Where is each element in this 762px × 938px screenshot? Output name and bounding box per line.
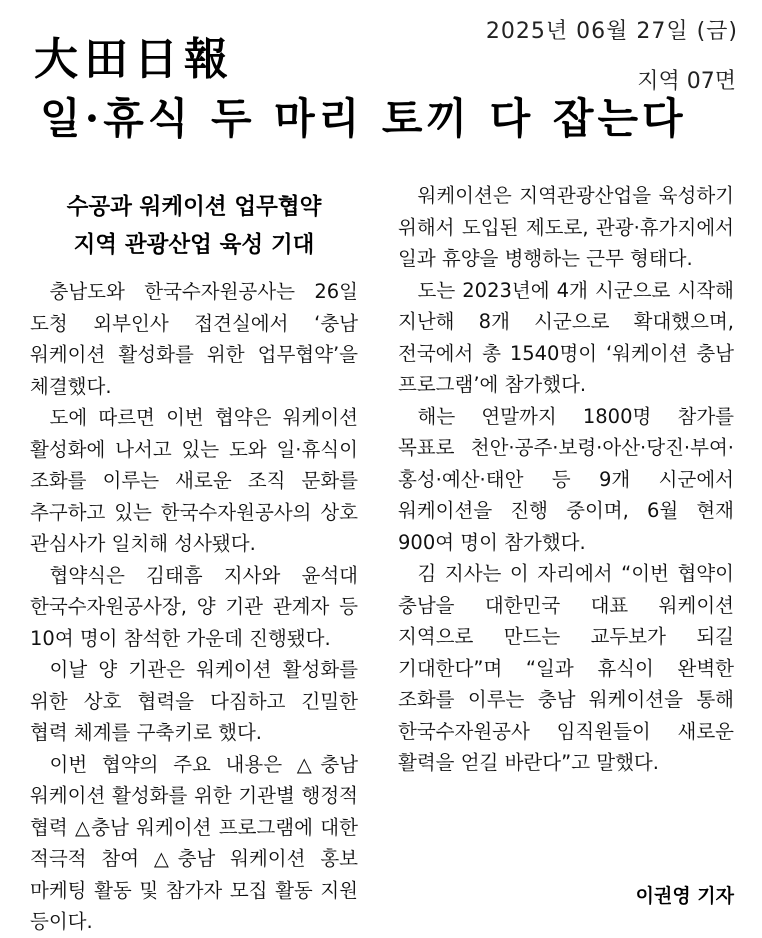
section-page-label: 지역 07면 xyxy=(637,69,736,94)
article-paragraph: 충남도와 한국수자원공사는 26일 도청 외부인사 접견실에서 ‘충남 워케이션 활성화를 위한 업무협약’을 체결했다. xyxy=(30,280,358,398)
issue-date: 2025년 06월 27일 (금) xyxy=(485,19,738,44)
article-paragraph: 이번 협약의 주요 내용은 △충남 워케이션 활성화를 위한 기관별 행정적 협력 △충남 워케이션 프로그램에 대한 적극적 참여 △충남 워케이션 홍보 마케팅 활동 및 참가자 모집 활동 지원 등이다. xyxy=(30,752,358,933)
article-subheadline xyxy=(30,188,358,264)
article-paragraph: 김 지사는 이 자리에서 “이번 협약이 충남을 대한민국 대표 워케이션 지역으로 만드는 교두보가 되길 기대한다”며 “일과 휴식이 완벽한 조화를 이루는 충남 워케이션을 통해 한국수자원공사 임직원들이 새로운 활력을 얻길 바란다”고 말했다. xyxy=(398,562,734,774)
subheadline-line-1: 수공과 워케이션 업무협약 xyxy=(66,194,322,220)
article-paragraph: 워케이션은 지역관광산업을 육성하기 위해서 도입된 제도로, 관광·휴가지에서 일과 휴양을 병행하는 근무 형태다. xyxy=(398,184,734,270)
article-paragraph: 협약식은 김태흠 지사와 윤석대 한국수자원공사장, 양 기관 관계자 등 10여 명이 참석한 가운데 진행됐다. xyxy=(30,563,358,650)
article-paragraph: 이날 양 기관은 워케이션 활성화를 위한 상호 협력을 다짐하고 긴밀한 협력 체계를 구축키로 했다. xyxy=(30,658,358,744)
article-paragraph: 도에 따르면 이번 협약은 워케이션 활성화에 나서고 있는 도와 일·휴식이 조화를 이루는 새로운 조직 문화를 추구하고 있는 한국수자원공사의 상호 관심사가 일치해 성사됐다. xyxy=(30,406,358,555)
reporter-byline: 이권영 기자 xyxy=(635,885,734,907)
article-headline: 일·휴식 두 마리 토끼 다 잡는다 xyxy=(40,94,687,143)
article-paragraph: 도는 2023년에 4개 시군으로 시작해 지난해 8개 시군으로 확대했으며, 전국에서 총 1540명이 ‘워케이션 충남 프로그램’에 참가했다. xyxy=(398,278,734,396)
article-paragraph: 해는 연말까지 1800명 참가를 목표로 천안·공주·보령·아산·당진·부여·홍성·예산·태안 등 9개 시군에서 워케이션을 진행 중이며, 6월 현재 900여 명이 참가했다. xyxy=(398,404,734,554)
article-column-right xyxy=(398,180,734,779)
newspaper-masthead: 大田日報 xyxy=(34,34,234,85)
subheadline-line-2: 지역 관광산업 육성 기대 xyxy=(73,232,315,258)
article-column-left xyxy=(30,180,358,938)
